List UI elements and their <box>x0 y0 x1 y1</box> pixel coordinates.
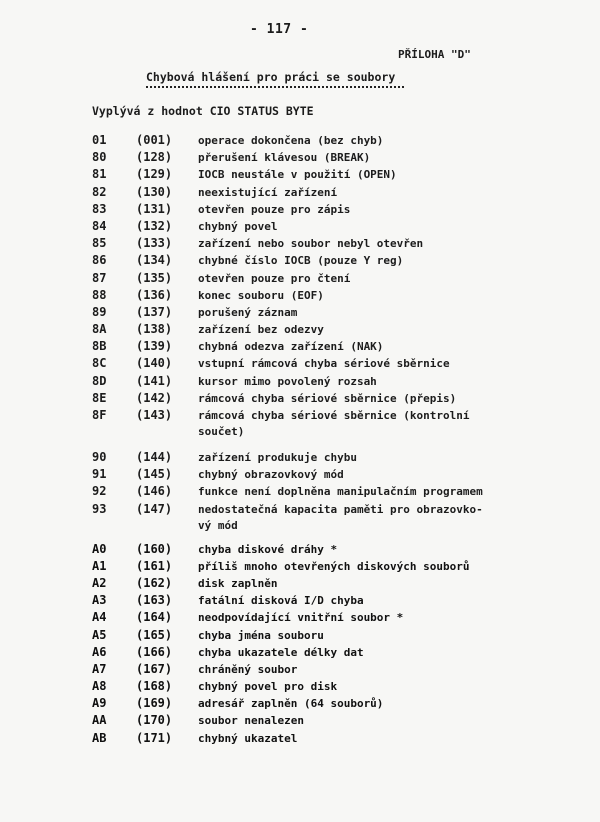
decimal-code: (169) <box>136 696 173 711</box>
hex-code: 8A <box>92 322 107 337</box>
decimal-code: (130) <box>136 184 173 199</box>
decimal-code: (167) <box>136 661 173 676</box>
heading-dotted-rule <box>146 86 404 88</box>
hex-code: A2 <box>92 575 107 590</box>
error-description: zařízení produkuje chybu <box>198 451 357 464</box>
table-row <box>0 133 600 150</box>
hex-code: 8C <box>92 356 107 371</box>
hex-code: 93 <box>92 501 107 516</box>
error-description: zařízení nebo soubor nebyl otevřen <box>198 237 424 251</box>
table-row <box>0 408 600 442</box>
table-row <box>0 484 600 501</box>
hex-code: 8F <box>92 408 107 422</box>
hex-code: AB <box>92 730 107 745</box>
table-row <box>0 662 600 679</box>
hex-code: 80 <box>92 150 107 165</box>
decimal-code: (168) <box>136 679 173 694</box>
decimal-code: (131) <box>136 201 173 216</box>
table-row <box>0 679 600 696</box>
table-row <box>0 610 600 627</box>
decimal-code: (163) <box>136 593 173 608</box>
page-number: - 117 - <box>250 22 309 37</box>
decimal-code: (164) <box>136 610 173 625</box>
hex-code: 82 <box>92 184 107 199</box>
decimal-code: (160) <box>136 541 173 556</box>
hex-code: 81 <box>92 167 107 182</box>
hex-code: A3 <box>92 593 107 608</box>
status-code-table <box>0 133 600 748</box>
error-description: chybný povel pro disk <box>198 680 338 694</box>
error-description: rámcová chyba sériové sběrnice (kontrolní součet) <box>198 409 470 438</box>
table-row <box>0 322 600 339</box>
table-row <box>0 502 600 536</box>
decimal-code: (001) <box>136 133 173 147</box>
decimal-code: (161) <box>136 558 173 573</box>
hex-code: AA <box>92 713 107 728</box>
decimal-code: (140) <box>136 356 173 371</box>
table-row <box>0 374 600 391</box>
error-description: chybné číslo IOCB (pouze Y reg) <box>198 254 404 268</box>
decimal-code: (162) <box>136 575 173 590</box>
hex-code: 90 <box>92 450 107 464</box>
error-description: neodpovídající vnitřní soubor * <box>198 611 404 625</box>
decimal-code: (129) <box>136 167 173 182</box>
error-description: funkce není doplněna manipulačním programem <box>198 485 483 499</box>
decimal-code: (137) <box>136 304 173 319</box>
hex-code: 8D <box>92 373 107 388</box>
error-description: disk zaplněn <box>198 576 278 590</box>
decimal-code: (133) <box>136 236 173 251</box>
hex-code: 85 <box>92 236 107 251</box>
decimal-code: (136) <box>136 287 173 302</box>
error-description: chybný obrazovkový mód <box>198 468 344 482</box>
error-description: konec souboru (EOF) <box>198 288 324 302</box>
decimal-code: (135) <box>136 270 173 285</box>
hex-code: 8E <box>92 390 107 405</box>
table-row <box>0 713 600 730</box>
decimal-code: (142) <box>136 390 173 405</box>
table-row <box>0 450 600 467</box>
code-group-1 <box>0 133 600 442</box>
hex-code: A9 <box>92 696 107 711</box>
error-description: chybná odezva zařízení (NAK) <box>198 340 384 354</box>
hex-code: 88 <box>92 287 107 302</box>
table-row <box>0 467 600 484</box>
section-heading: Chybová hlášení pro práci se soubory <box>146 70 396 84</box>
error-description: příliš mnoho otevřených diskových souborů <box>198 559 470 573</box>
error-description: vstupní rámcová chyba sériové sběrnice <box>198 357 450 371</box>
table-row <box>0 150 600 167</box>
table-row <box>0 271 600 288</box>
decimal-code: (128) <box>136 150 173 165</box>
hex-code: 86 <box>92 253 107 268</box>
decimal-code: (170) <box>136 713 173 728</box>
table-row <box>0 731 600 748</box>
decimal-code: (165) <box>136 627 173 642</box>
table-row <box>0 167 600 184</box>
error-description: otevřen pouze pro zápis <box>198 202 351 216</box>
hex-code: 91 <box>92 467 107 482</box>
error-description: nedostatečná kapacita paměti pro obrazovko- vý mód <box>198 502 483 532</box>
error-description: chyba jména souboru <box>198 628 324 642</box>
table-row <box>0 696 600 713</box>
table-row <box>0 305 600 322</box>
table-row <box>0 645 600 662</box>
code-group-2 <box>0 450 600 536</box>
decimal-code: (138) <box>136 322 173 337</box>
error-description: operace dokončena (bez chyb) <box>198 134 384 147</box>
hex-code: 01 <box>92 133 107 147</box>
hex-code: A5 <box>92 627 107 642</box>
table-row <box>0 576 600 593</box>
decimal-code: (144) <box>136 450 173 464</box>
decimal-code: (139) <box>136 339 173 354</box>
table-row <box>0 593 600 610</box>
hex-code: A8 <box>92 679 107 694</box>
hex-code: 89 <box>92 304 107 319</box>
table-row <box>0 236 600 253</box>
decimal-code: (171) <box>136 730 173 745</box>
error-description: fatální disková I/D chyba <box>198 594 364 608</box>
decimal-code: (134) <box>136 253 173 268</box>
error-description: chybný ukazatel <box>198 731 298 745</box>
code-group-3 <box>0 542 600 748</box>
hex-code: A0 <box>92 541 107 556</box>
decimal-code: (132) <box>136 218 173 233</box>
table-row <box>0 542 600 559</box>
table-row <box>0 219 600 236</box>
decimal-code: (146) <box>136 484 173 499</box>
table-row <box>0 202 600 219</box>
hex-code: 92 <box>92 484 107 499</box>
table-row <box>0 253 600 270</box>
hex-code: A7 <box>92 661 107 676</box>
hex-code: 84 <box>92 218 107 233</box>
table-row <box>0 559 600 576</box>
error-description: kursor mimo povolený rozsah <box>198 374 377 388</box>
decimal-code: (145) <box>136 467 173 482</box>
decimal-code: (147) <box>136 501 173 516</box>
error-description: adresář zaplněn (64 souborů) <box>198 697 384 711</box>
error-description: chyba diskové dráhy * <box>198 542 338 556</box>
table-row <box>0 288 600 305</box>
table-row <box>0 628 600 645</box>
table-row <box>0 391 600 408</box>
error-description: otevřen pouze pro čtení <box>198 271 351 285</box>
error-description: rámcová chyba sériové sběrnice (přepis) <box>198 391 457 405</box>
error-description: porušený záznam <box>198 305 298 319</box>
error-description: zařízení bez odezvy <box>198 323 324 337</box>
hex-code: A1 <box>92 558 107 573</box>
error-description: IOCB neustále v použití (OPEN) <box>198 168 397 182</box>
hex-code: A6 <box>92 644 107 659</box>
table-row <box>0 339 600 356</box>
error-description: soubor nenalezen <box>198 714 304 728</box>
appendix-label: PŘÍLOHA "D" <box>398 48 471 61</box>
hex-code: 8B <box>92 339 107 354</box>
error-description: chyba ukazatele délky dat <box>198 645 364 659</box>
error-description: neexistující zařízení <box>198 185 338 199</box>
error-description: přerušení klávesou (BREAK) <box>198 151 371 165</box>
hex-code: 87 <box>92 270 107 285</box>
decimal-code: (143) <box>136 408 173 422</box>
group-spacer <box>0 442 600 450</box>
hex-code: 83 <box>92 201 107 216</box>
decimal-code: (141) <box>136 373 173 388</box>
decimal-code: (166) <box>136 644 173 659</box>
table-row <box>0 185 600 202</box>
error-description: chybný povel <box>198 219 278 233</box>
error-description: chráněný soubor <box>198 662 298 676</box>
table-row <box>0 356 600 373</box>
hex-code: A4 <box>92 610 107 625</box>
section-subheading: Vyplývá z hodnot CIO STATUS BYTE <box>92 104 314 118</box>
